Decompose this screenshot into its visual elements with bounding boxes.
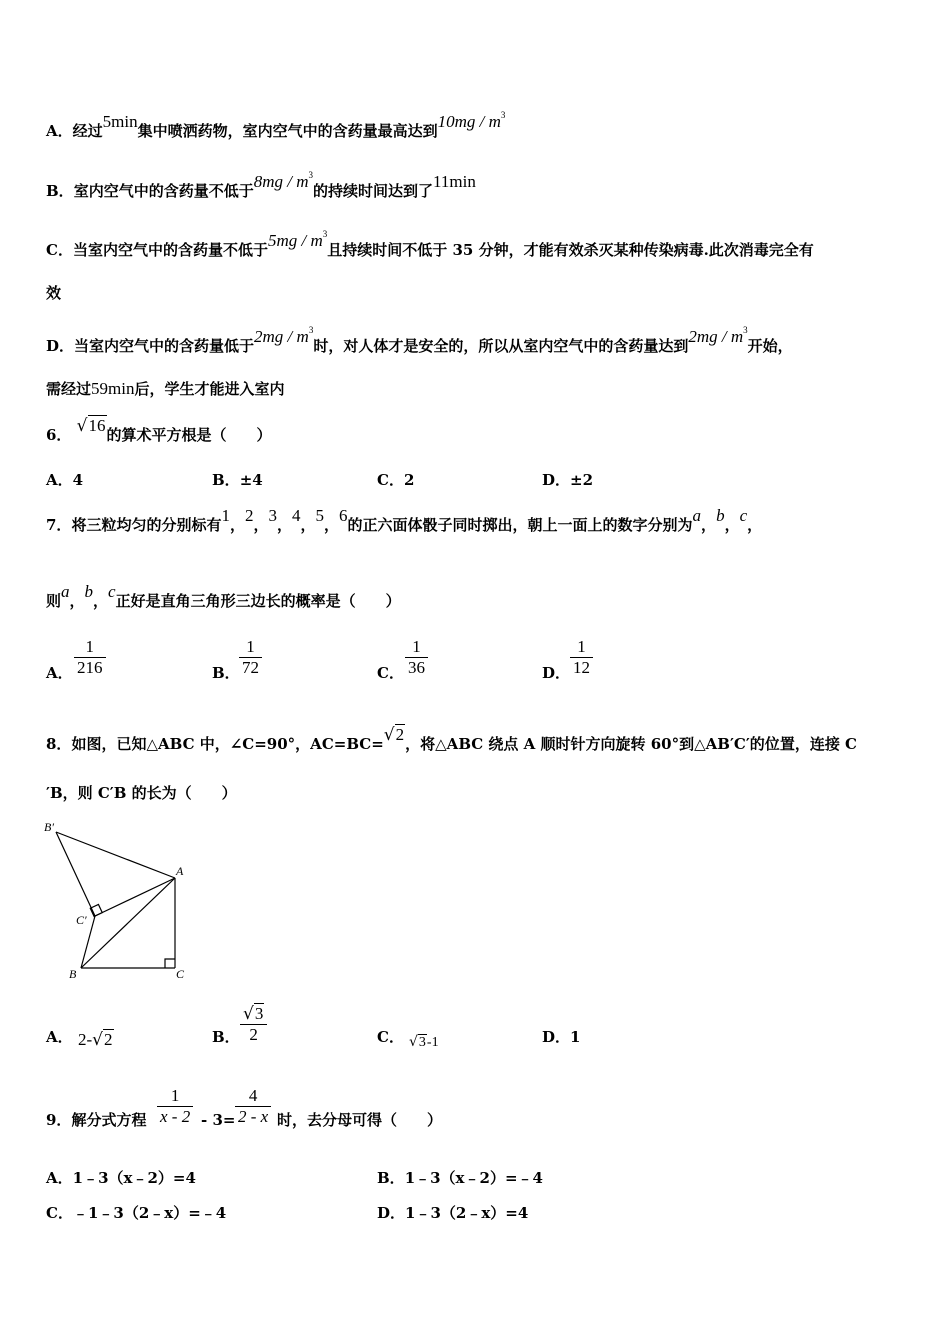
question-number: 8． (46, 735, 72, 753)
q8-choice-b-fraction: √3 2 (240, 1004, 267, 1045)
q9-middle: - 3= (201, 1111, 236, 1129)
q5-option-c-continued: 效 (46, 284, 62, 302)
text: 且持续时间不低于 35 分钟，才能有效杀灭某种传染病毒.此次消毒完全有 (327, 241, 814, 259)
q9-fraction-2: 4 2 - x (235, 1086, 271, 1127)
q6-choice-c: C．2 (377, 471, 415, 489)
text: 时，对人体才是安全的，所以从室内空气中的含药量达到 (313, 337, 689, 355)
question-7-stem: 7．将三粒均匀的分别标有1，2，3，4，5，6的正六面体骰子同时掷出，朝上一面上的数字分别为a，b，c， (46, 506, 763, 534)
q5-option-a (46, 110, 506, 140)
right-angle-c (165, 959, 175, 968)
q7-choice-b-fraction: 1 72 (239, 637, 262, 678)
q8-choice-b-label: B． (212, 1028, 240, 1046)
q5-option-c (46, 229, 814, 259)
text: 当室内空气中的含药量低于 (74, 337, 255, 355)
label-bp: B′ (44, 820, 54, 834)
segment-b-a (81, 878, 175, 968)
label-c: C (176, 967, 185, 981)
q8-choice-a-expression: 2-√2 (78, 1030, 113, 1050)
option-label: B． (46, 182, 74, 200)
question-9-stem-end: 时，去分母可得（ ） (277, 1111, 443, 1129)
q7-choice-a-fraction: 1 216 (74, 637, 106, 678)
option-label: C． (46, 241, 73, 259)
question-9-stem-start: 9．解分式方程 (46, 1111, 147, 1129)
q8-choice-c-label: C． (377, 1028, 404, 1046)
text: 当室内空气中的含药量不低于 (72, 241, 268, 259)
segment-cp-a (95, 878, 175, 916)
text: 室内空气中的含药量不低于 (73, 182, 254, 200)
q6-choice-d: D．±2 (542, 471, 594, 489)
option-label: D． (46, 337, 75, 355)
q9-fraction-1: 1 x - 2 (157, 1086, 193, 1127)
math: $8mg / m^3$ (253, 170, 313, 191)
question-6-stem (46, 416, 272, 444)
math: 5min (102, 112, 138, 131)
q9-choice-d: D．1﹣3（2﹣x）=4 (377, 1204, 529, 1222)
text: 经过 (72, 122, 103, 140)
math: $10mg / m^3$ (437, 110, 506, 131)
question-8-stem: 8．如图，已知△ABC 中，∠C=90°，AC=BC=√2，将△ABC 绕点 A 顺时针方向旋转 60°到△AB′C′的位置，连接 C (46, 725, 857, 753)
math: 11min (433, 172, 476, 191)
q9-choice-c: C．﹣1﹣3（2﹣x）=﹣4 (46, 1204, 227, 1222)
math: $5mg / m^3$ (267, 229, 328, 250)
math: 59min (91, 379, 135, 398)
q7-choice-c-fraction: 1 36 (405, 637, 428, 678)
question-8-stem-continued: ′B，则 C′B 的长为（ ） (46, 784, 237, 802)
question-number: 7． (46, 516, 72, 534)
q6-choice-b: B．±4 (212, 471, 263, 489)
triangle-figure (40, 818, 200, 986)
q5-option-b (46, 170, 476, 200)
sqrt-expression: √16 (76, 416, 106, 436)
sqrt-expression: √2 (383, 725, 405, 745)
q7-choice-c-label: C． (377, 664, 404, 682)
text: 的持续时间达到了 (312, 182, 433, 200)
label-a: A (176, 864, 184, 878)
q9-choice-a: A．1﹣3（x﹣2）=4 (46, 1169, 196, 1187)
q5-option-d-continued: 需经过59min后，学生才能进入室内 (46, 379, 285, 398)
q5-option-d (46, 325, 793, 355)
math: $2mg / m^3$ (688, 325, 748, 346)
question-number: 6． (46, 426, 72, 444)
q7-choice-d-label: D． (542, 664, 571, 682)
math: $2mg / m^3$ (254, 325, 314, 346)
q7-choice-a-label: A． (46, 664, 73, 682)
q7-choice-d-fraction: 1 12 (570, 637, 593, 678)
question-text: 的算术平方根是（ ） (106, 426, 272, 444)
label-b: B (69, 967, 77, 981)
text: 集中喷洒药物，室内空气中的含药量最高达到 (137, 122, 438, 140)
label-cp: C′ (76, 913, 87, 927)
q7-choice-b-label: B． (212, 664, 240, 682)
q6-choice-a: A．4 (46, 471, 84, 489)
text: 开始， (747, 337, 793, 355)
q8-choice-a-label: A． (46, 1028, 73, 1046)
option-label: A． (46, 122, 73, 140)
q8-choice-c-expression: √3-1 (409, 1034, 439, 1050)
q9-choice-b: B．1﹣3（x﹣2）=﹣4 (377, 1169, 543, 1187)
question-7-stem-continued: 则a，b，c正好是直角三角形三边长的概率是（ ） (46, 582, 401, 610)
q8-choice-d: D．1 (542, 1028, 581, 1046)
